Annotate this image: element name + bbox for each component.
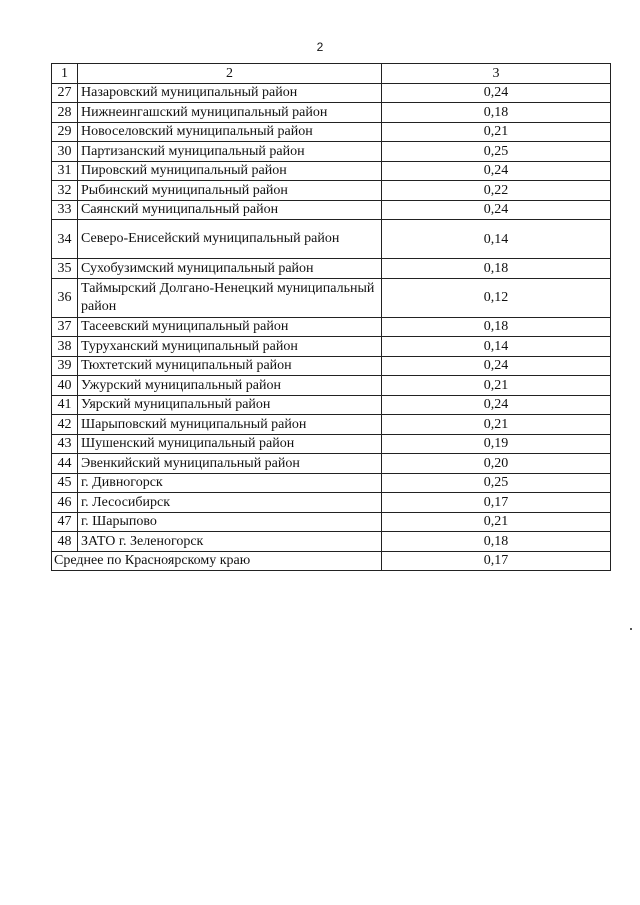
row-value: 0,24	[382, 83, 611, 103]
table-row	[52, 415, 611, 435]
table-row	[52, 278, 611, 317]
row-number: 30	[52, 142, 78, 162]
row-number: 34	[52, 220, 78, 259]
row-value: 0,20	[382, 454, 611, 474]
row-number: 32	[52, 181, 78, 201]
table-row	[52, 200, 611, 220]
row-number: 27	[52, 83, 78, 103]
row-value: 0,14	[382, 220, 611, 259]
row-name: Саянский муниципальный район	[78, 200, 382, 220]
row-name: Новоселовский муниципальный район	[78, 122, 382, 142]
row-name: г. Лесосибирск	[78, 493, 382, 513]
row-name: Нижнеингашский муниципальный район	[78, 103, 382, 123]
row-name: г. Дивногорск	[78, 473, 382, 493]
table-row	[52, 142, 611, 162]
table-row	[52, 434, 611, 454]
row-name: Северо-Енисейский муниципальный район	[78, 220, 382, 259]
table-row	[52, 493, 611, 513]
row-value: 0,18	[382, 532, 611, 552]
row-name: Уярский муниципальный район	[78, 395, 382, 415]
row-value: 0,24	[382, 200, 611, 220]
row-name: Назаровский муниципальный район	[78, 83, 382, 103]
row-number: 45	[52, 473, 78, 493]
row-value: 0,21	[382, 122, 611, 142]
row-value: 0,24	[382, 356, 611, 376]
row-number: 48	[52, 532, 78, 552]
row-number: 43	[52, 434, 78, 454]
row-number: 40	[52, 376, 78, 396]
row-value: 0,25	[382, 473, 611, 493]
row-number: 42	[52, 415, 78, 435]
table-row	[52, 395, 611, 415]
row-number: 31	[52, 161, 78, 181]
table-row	[52, 473, 611, 493]
header-col-2: 2	[78, 64, 382, 84]
row-number: 41	[52, 395, 78, 415]
row-name: Таймырский Долгано-Ненецкий муниципальный район	[78, 278, 382, 317]
average-label: Среднее по Красноярскому краю	[52, 551, 382, 571]
row-value: 0,24	[382, 161, 611, 181]
page-number: 2	[316, 40, 324, 54]
row-value: 0,18	[382, 103, 611, 123]
row-value: 0,14	[382, 337, 611, 357]
row-number: 47	[52, 512, 78, 532]
row-value: 0,21	[382, 415, 611, 435]
row-value: 0,18	[382, 259, 611, 279]
row-value: 0,12	[382, 278, 611, 317]
row-name: Шушенский муниципальный район	[78, 434, 382, 454]
table-row	[52, 356, 611, 376]
row-name: Тасеевский муниципальный район	[78, 317, 382, 337]
average-row	[52, 551, 611, 571]
row-value: 0,17	[382, 493, 611, 513]
row-name: Партизанский муниципальный район	[78, 142, 382, 162]
row-name: ЗАТО г. Зеленогорск	[78, 532, 382, 552]
row-name: Туруханский муниципальный район	[78, 337, 382, 357]
row-number: 38	[52, 337, 78, 357]
table-row	[52, 376, 611, 396]
table-row	[52, 103, 611, 123]
row-value: 0,24	[382, 395, 611, 415]
row-value: 0,21	[382, 512, 611, 532]
row-name: г. Шарыпово	[78, 512, 382, 532]
row-value: 0,18	[382, 317, 611, 337]
row-value: 0,21	[382, 376, 611, 396]
table-row	[52, 512, 611, 532]
table-row	[52, 454, 611, 474]
data-table	[51, 63, 611, 571]
row-number: 33	[52, 200, 78, 220]
table-row	[52, 317, 611, 337]
average-value: 0,17	[382, 551, 611, 571]
row-name: Рыбинский муниципальный район	[78, 181, 382, 201]
row-value: 0,22	[382, 181, 611, 201]
header-col-3: 3	[382, 64, 611, 84]
row-number: 37	[52, 317, 78, 337]
row-name: Ужурский муниципальный район	[78, 376, 382, 396]
header-col-1: 1	[52, 64, 78, 84]
row-name: Шарыповский муниципальный район	[78, 415, 382, 435]
row-value: 0,25	[382, 142, 611, 162]
table-row	[52, 220, 611, 259]
row-number: 36	[52, 278, 78, 317]
table-row	[52, 122, 611, 142]
row-number: 28	[52, 103, 78, 123]
table-row	[52, 337, 611, 357]
scan-mark	[630, 628, 632, 630]
row-number: 46	[52, 493, 78, 513]
row-name: Сухобузимский муниципальный район	[78, 259, 382, 279]
table-header-row	[52, 64, 611, 84]
row-number: 39	[52, 356, 78, 376]
row-number: 35	[52, 259, 78, 279]
row-value: 0,19	[382, 434, 611, 454]
table-row	[52, 161, 611, 181]
table-row	[52, 532, 611, 552]
table-row	[52, 181, 611, 201]
row-number: 44	[52, 454, 78, 474]
table-row	[52, 83, 611, 103]
row-name: Эвенкийский муниципальный район	[78, 454, 382, 474]
row-name: Тюхтетский муниципальный район	[78, 356, 382, 376]
row-number: 29	[52, 122, 78, 142]
row-name: Пировский муниципальный район	[78, 161, 382, 181]
table-row	[52, 259, 611, 279]
